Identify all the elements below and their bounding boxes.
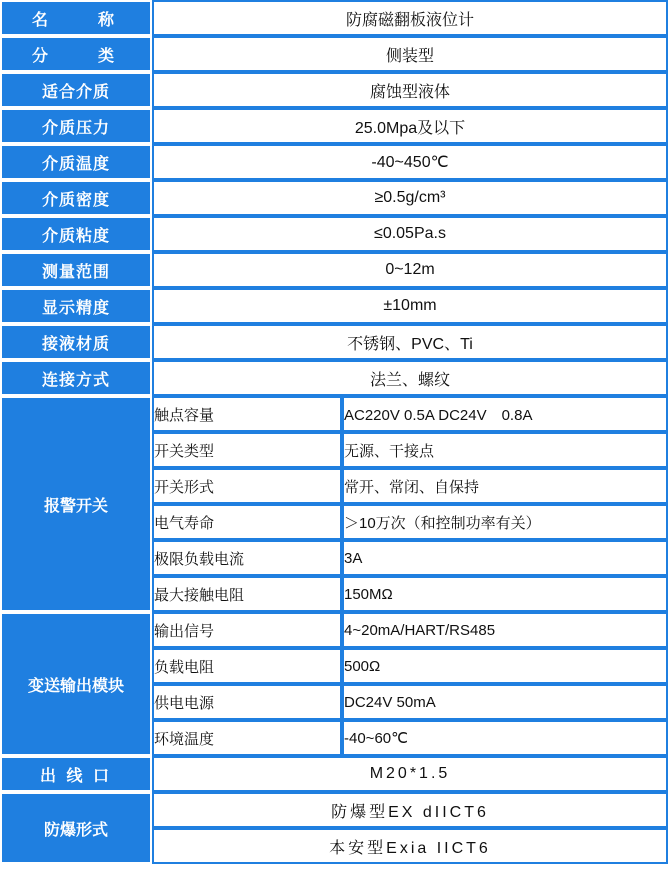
table-row — [152, 648, 668, 684]
explosion-proof-label: 防爆形式 — [0, 792, 152, 864]
row-value: ±10mm — [152, 288, 668, 324]
transmitter-module-group — [0, 612, 668, 756]
table-row — [152, 612, 668, 648]
sub-row-value: 4~20mA/HART/RS485 — [342, 612, 668, 648]
sub-row-label: 输出信号 — [152, 612, 342, 648]
table-row — [152, 468, 668, 504]
table-row — [0, 108, 668, 144]
alarm-switch-rows — [152, 396, 668, 612]
row-value: ≤0.05Pa.s — [152, 216, 668, 252]
table-row — [0, 180, 668, 216]
sub-row-value: -40~60℃ — [342, 720, 668, 756]
sub-row-label: 电气寿命 — [152, 504, 342, 540]
row-value: 0~12m — [152, 252, 668, 288]
row-label: 接液材质 — [0, 324, 152, 360]
row-label: 介质粘度 — [0, 216, 152, 252]
table-row — [152, 432, 668, 468]
sub-row-value: ＞10万次（和控制功率有关） — [342, 504, 668, 540]
row-label: 显示精度 — [0, 288, 152, 324]
alarm-switch-label: 报警开关 — [0, 396, 152, 612]
table-row — [0, 324, 668, 360]
row-label: 介质温度 — [0, 144, 152, 180]
table-row — [0, 144, 668, 180]
row-value: -40~450℃ — [152, 144, 668, 180]
explosion-proof-group — [0, 792, 668, 864]
sub-row-value: 500Ω — [342, 648, 668, 684]
table-row — [152, 828, 668, 864]
table-row — [0, 288, 668, 324]
row-label: 介质压力 — [0, 108, 152, 144]
sub-row-label: 负载电阻 — [152, 648, 342, 684]
sub-row-label: 开关形式 — [152, 468, 342, 504]
row-value: 腐蚀型液体 — [152, 72, 668, 108]
outlet-row — [0, 756, 668, 792]
transmitter-module-label: 变送输出模块 — [0, 612, 152, 756]
sub-row-label: 极限负载电流 — [152, 540, 342, 576]
row-label: 分 类 — [0, 36, 152, 72]
outlet-label: 出 线 口 — [0, 756, 152, 792]
outlet-value: M20*1.5 — [152, 756, 668, 792]
row-value: 侧装型 — [152, 36, 668, 72]
table-row — [0, 216, 668, 252]
table-row — [0, 72, 668, 108]
row-label: 介质密度 — [0, 180, 152, 216]
sub-row-value: 3A — [342, 540, 668, 576]
alarm-switch-group — [0, 396, 668, 612]
table-row — [152, 576, 668, 612]
sub-row-label: 最大接触电阻 — [152, 576, 342, 612]
row-value: 法兰、螺纹 — [152, 360, 668, 396]
row-value: 不锈钢、PVC、Ti — [152, 324, 668, 360]
sub-row-label: 环境温度 — [152, 720, 342, 756]
table-row — [0, 0, 668, 36]
row-label: 连接方式 — [0, 360, 152, 396]
table-row — [152, 720, 668, 756]
row-value: 25.0Mpa及以下 — [152, 108, 668, 144]
table-row — [0, 252, 668, 288]
table-row — [152, 792, 668, 828]
row-label: 测量范围 — [0, 252, 152, 288]
table-row — [0, 36, 668, 72]
table-row — [152, 396, 668, 432]
row-label: 适合介质 — [0, 72, 152, 108]
sub-row-value: 无源、干接点 — [342, 432, 668, 468]
row-label: 名 称 — [0, 0, 152, 36]
sub-row-value: AC220V 0.5A DC24V 0.8A — [342, 396, 668, 432]
table-row — [0, 360, 668, 396]
sub-row-value: DC24V 50mA — [342, 684, 668, 720]
table-row — [152, 504, 668, 540]
row-value: ≥0.5g/cm³ — [152, 180, 668, 216]
transmitter-module-rows — [152, 612, 668, 756]
sub-row-value: 150MΩ — [342, 576, 668, 612]
row-value: 防腐磁翻板液位计 — [152, 0, 668, 36]
explosion-proof-rows — [152, 792, 668, 864]
table-row — [152, 684, 668, 720]
sub-row-label: 供电电源 — [152, 684, 342, 720]
explosion-proof-value: 本安型Exia IICT6 — [152, 828, 668, 864]
sub-row-label: 触点容量 — [152, 396, 342, 432]
sub-row-label: 开关类型 — [152, 432, 342, 468]
sub-row-value: 常开、常闭、自保持 — [342, 468, 668, 504]
explosion-proof-value: 防爆型EX dIICT6 — [152, 792, 668, 828]
table-row — [152, 540, 668, 576]
